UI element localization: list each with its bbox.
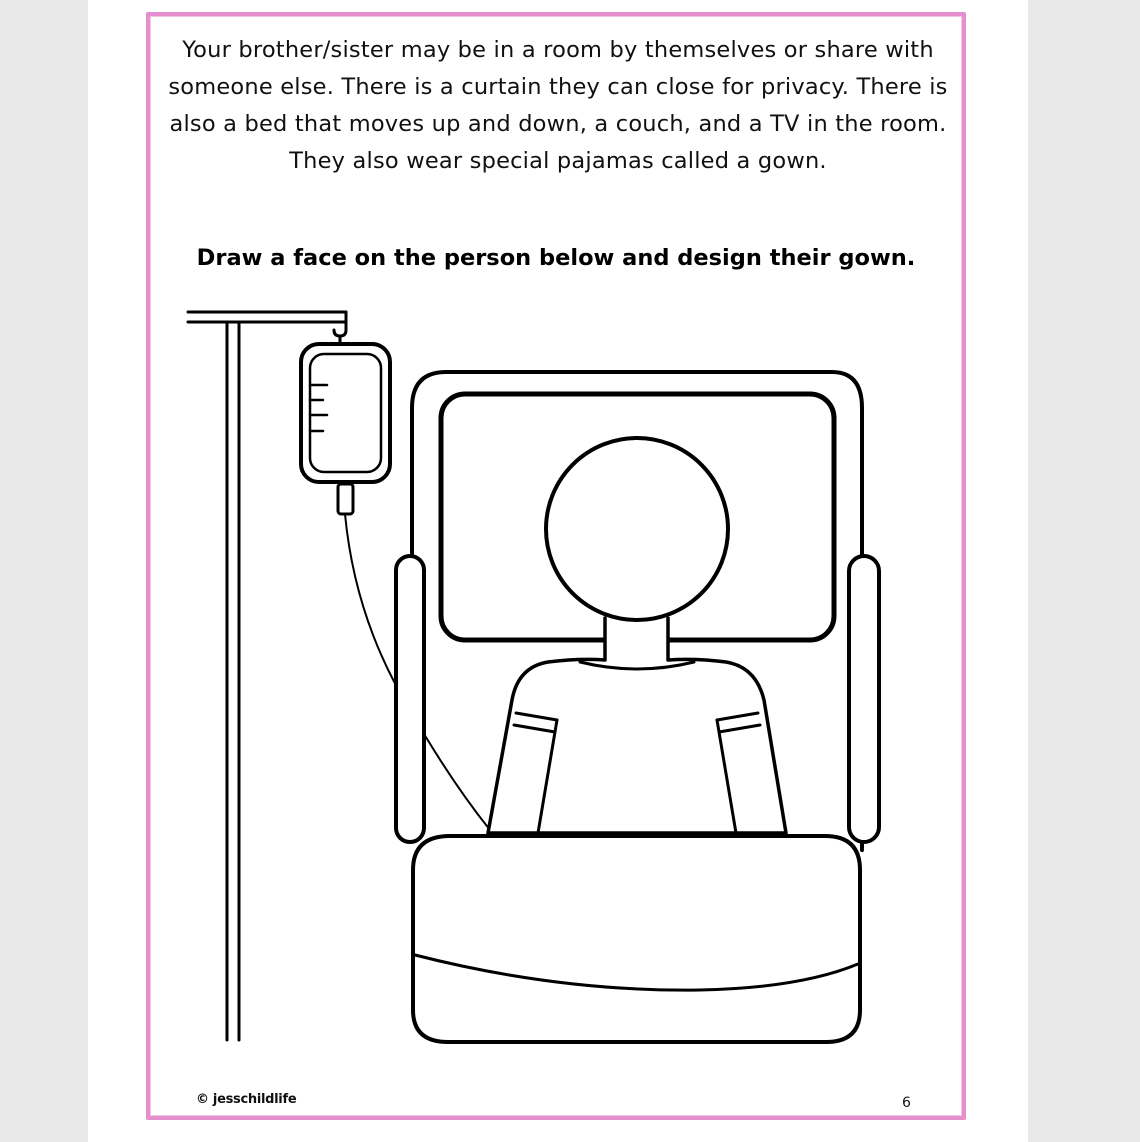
intro-paragraph: Your brother/sister may be in a room by themselves or share with someone else. There is a curtain they can close for privacy. There is also a bed that moves up and down, a couch, and a TV in the room. They also wear special pajamas called a gown. [168, 37, 948, 174]
left-side-rail [396, 556, 424, 842]
person-figure [488, 438, 786, 833]
iv-bag [301, 336, 390, 514]
drawing-instruction: Draw a face on the person below and design their gown. [196, 245, 916, 271]
right-side-rail [849, 556, 879, 842]
copyright-text: © jesschildlife [196, 1092, 297, 1107]
page-number: 6 [902, 1095, 911, 1111]
iv-pole [188, 312, 346, 1040]
bed-blanket [413, 836, 860, 1042]
